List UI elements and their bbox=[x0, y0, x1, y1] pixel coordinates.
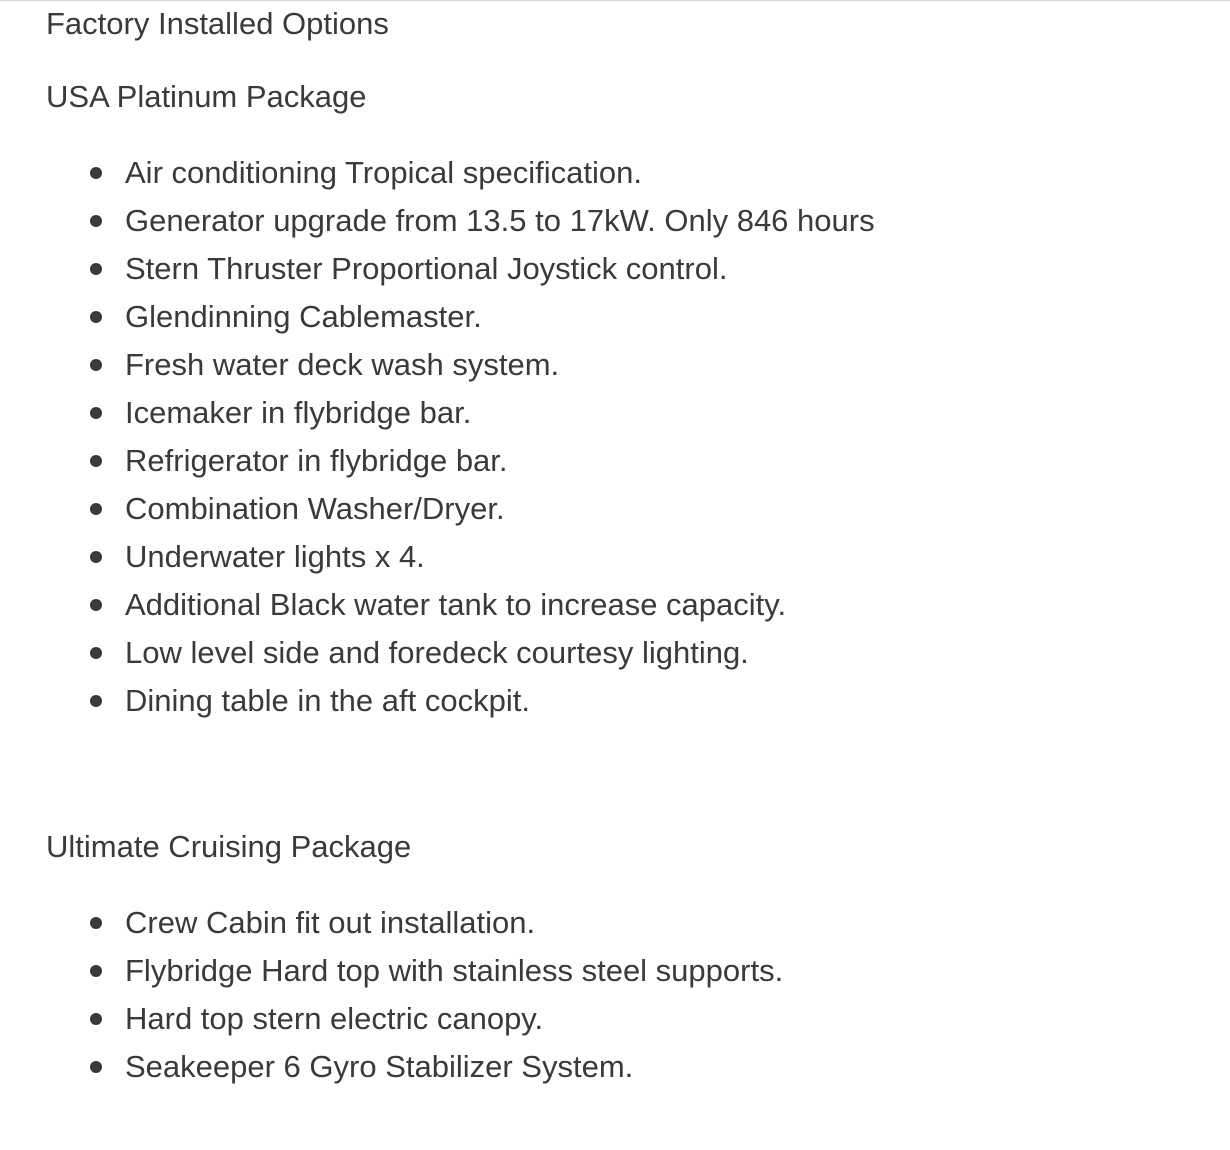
list-item bbox=[46, 947, 783, 995]
section-heading-usa-platinum: USA Platinum Package bbox=[46, 79, 367, 114]
list-item bbox=[46, 293, 875, 341]
list-item-text: Icemaker in flybridge bar. bbox=[125, 395, 472, 430]
bullet-icon bbox=[90, 455, 102, 467]
bullet-icon bbox=[90, 311, 102, 323]
list-item-text: Generator upgrade from 13.5 to 17kW. Only 846 hours bbox=[125, 203, 875, 238]
list-item bbox=[46, 197, 875, 245]
bullet-icon bbox=[90, 551, 102, 563]
list-item bbox=[46, 149, 875, 197]
list-item-text: Underwater lights x 4. bbox=[125, 539, 425, 574]
list-item bbox=[46, 677, 875, 725]
list-item-text: Stern Thruster Proportional Joystick control. bbox=[125, 251, 728, 286]
list-item-text: Flybridge Hard top with stainless steel supports. bbox=[125, 953, 784, 988]
list-item-text: Combination Washer/Dryer. bbox=[125, 491, 505, 526]
bullet-icon bbox=[90, 263, 102, 275]
list-item bbox=[46, 341, 875, 389]
list-item-text: Seakeeper 6 Gyro Stabilizer System. bbox=[125, 1049, 634, 1084]
bullet-icon bbox=[90, 917, 102, 929]
list-item-text: Additional Black water tank to increase capacity. bbox=[125, 587, 787, 622]
list-item-text: Fresh water deck wash system. bbox=[125, 347, 560, 382]
bullet-icon bbox=[90, 407, 102, 419]
list-item bbox=[46, 995, 783, 1043]
bullet-icon bbox=[90, 647, 102, 659]
list-item-text: Crew Cabin fit out installation. bbox=[125, 905, 536, 940]
bullet-icon bbox=[90, 599, 102, 611]
bullet-icon bbox=[90, 503, 102, 515]
list-item bbox=[46, 485, 875, 533]
bullet-icon bbox=[90, 167, 102, 179]
list-item-text: Air conditioning Tropical specification. bbox=[125, 155, 642, 190]
list-item bbox=[46, 389, 875, 437]
bullet-icon bbox=[90, 359, 102, 371]
bullet-icon bbox=[90, 695, 102, 707]
list-item-text: Refrigerator in flybridge bar. bbox=[125, 443, 508, 478]
list-item bbox=[46, 1043, 783, 1091]
list-item-text: Glendinning Cablemaster. bbox=[125, 299, 482, 334]
usa-platinum-list bbox=[46, 149, 875, 725]
list-item-text: Dining table in the aft cockpit. bbox=[125, 683, 530, 718]
list-item-text: Low level side and foredeck courtesy lighting. bbox=[125, 635, 749, 670]
bullet-icon bbox=[90, 215, 102, 227]
bullet-icon bbox=[90, 965, 102, 977]
list-item bbox=[46, 629, 875, 677]
ultimate-cruising-list bbox=[46, 899, 783, 1091]
list-item bbox=[46, 245, 875, 293]
list-item bbox=[46, 899, 783, 947]
list-item bbox=[46, 533, 875, 581]
page-title: Factory Installed Options bbox=[46, 6, 389, 41]
bullet-icon bbox=[90, 1061, 102, 1073]
list-item bbox=[46, 437, 875, 485]
section-heading-ultimate-cruising: Ultimate Cruising Package bbox=[46, 829, 412, 864]
bullet-icon bbox=[90, 1013, 102, 1025]
list-item bbox=[46, 581, 875, 629]
list-item-text: Hard top stern electric canopy. bbox=[125, 1001, 544, 1036]
